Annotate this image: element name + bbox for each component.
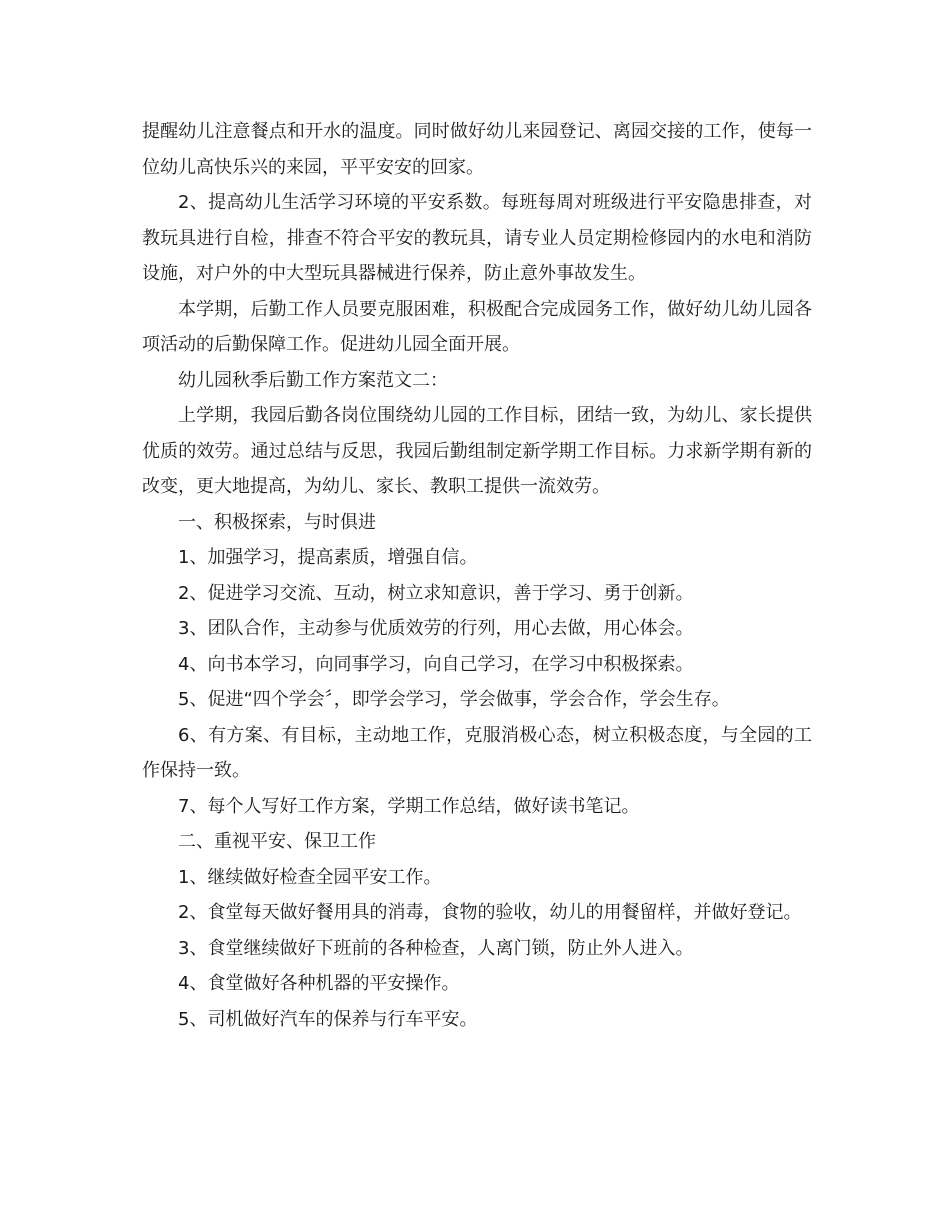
list-item: 4、向书本学习，向同事学习，向自己学习，在学习中积极探索。 bbox=[178, 653, 694, 675]
document-body bbox=[142, 114, 812, 1037]
section-heading: 一、积极探索，与时俱进 bbox=[178, 511, 376, 533]
paragraph: 提醒幼儿注意餐点和开水的温度。同时做好幼儿来园登记、离园交接的工作，使每一位幼儿高快乐兴的来园，平平安安的回家。 bbox=[142, 121, 812, 178]
list-item: 5、司机做好汽车的保养与行车平安。 bbox=[178, 1008, 478, 1030]
list-item: 5、促进“四个学会〞，即学会学习，学会做事，学会合作，学会生存。 bbox=[178, 689, 730, 710]
list-item: 3、团队合作，主动参与优质效劳的行列，用心去做，用心体会。 bbox=[178, 618, 694, 639]
list-item: 1、加强学习，提高素质，增强自信。 bbox=[178, 547, 478, 568]
list-item: 2、食堂每天做好餐用具的消毒，食物的验收，幼儿的用餐留样，并做好登记。 bbox=[178, 902, 802, 923]
list-item: 7、每个人写好工作方案，学期工作总结，做好读书笔记。 bbox=[178, 795, 640, 817]
list-item: 3、食堂继续做好下班前的各种检查，人离门锁，防止外人进入。 bbox=[178, 937, 694, 959]
list-item: 4、食堂做好各种机器的平安操作。 bbox=[178, 973, 460, 994]
paragraph: 本学期，后勤工作人员要克服困难，积极配合完成园务工作，做好幼儿幼儿园各项活动的后勤保障工作。促进幼儿园全面开展。 bbox=[142, 298, 812, 355]
list-item: 6、有方案、有目标，主动地工作，克服消极心态，树立积极态度，与全园的工作保持一致。 bbox=[142, 724, 812, 781]
paragraph: 2、提高幼儿生活学习环境的平安系数。每班每周对班级进行平安隐患排查，对教玩具进行自检，排查不符合平安的教玩具，请专业人员定期检修园内的水电和消防设施，对户外的中大型玩具器械进行保养，防止意外事故发生。 bbox=[142, 192, 812, 284]
paragraph: 上学期，我园后勤各岗位围绕幼儿园的工作目标，团结一致，为幼儿、家长提供优质的效劳。通过总结与反思，我园后勤组制定新学期工作目标。力求新学期有新的改变，更大地提高，为幼儿、家长、教职工提供一流效劳。 bbox=[142, 405, 812, 497]
section-heading: 二、重视平安、保卫工作 bbox=[178, 831, 376, 852]
list-item: 1、继续做好检查全园平安工作。 bbox=[178, 866, 442, 888]
list-item: 2、促进学习交流、互动，树立求知意识，善于学习、勇于创新。 bbox=[178, 582, 694, 604]
section-heading: 幼儿园秋季后勤工作方案范文二： bbox=[178, 369, 448, 391]
